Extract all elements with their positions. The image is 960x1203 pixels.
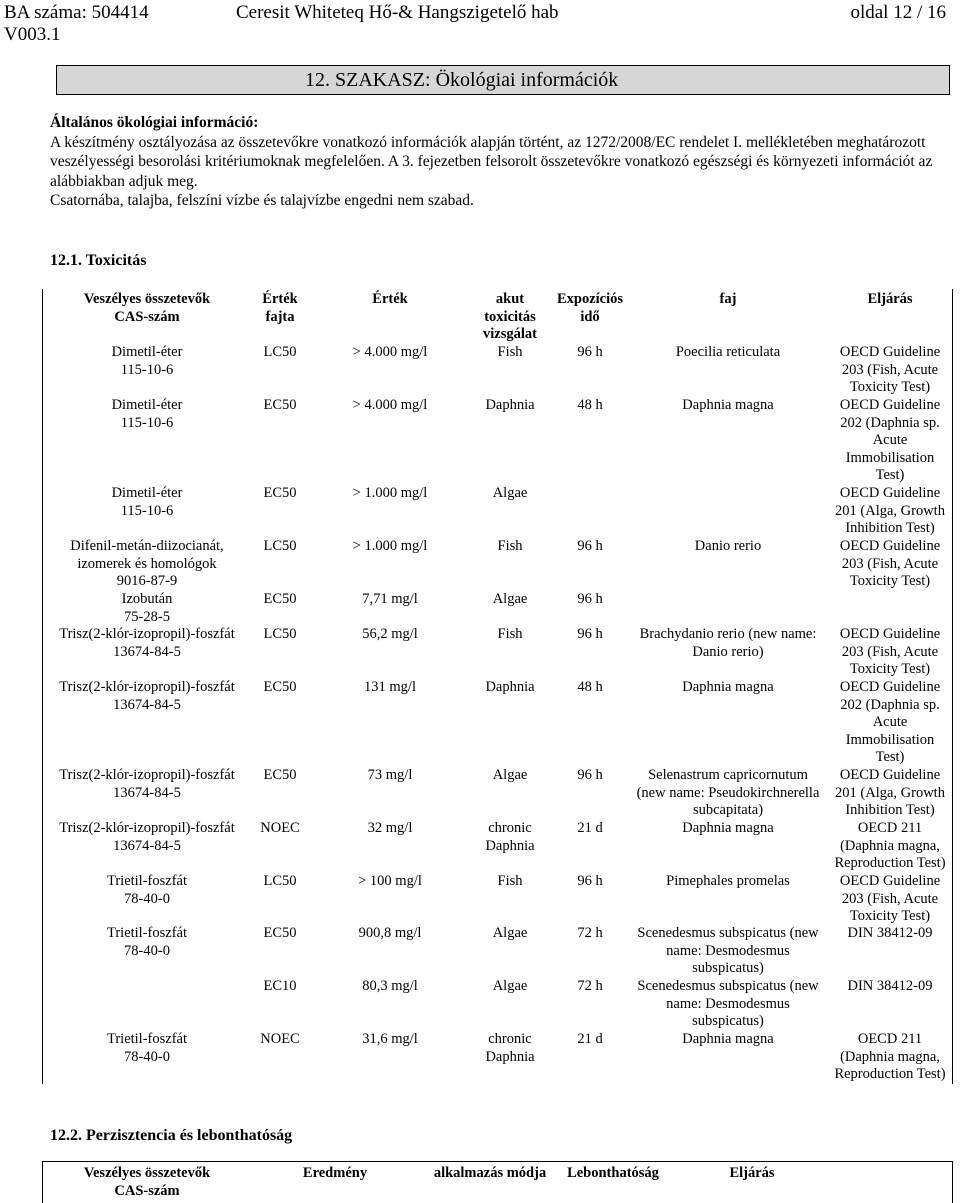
row-time: 96 h	[577, 591, 603, 607]
row-test: Algae	[492, 767, 528, 783]
section-title: 12. SZAKASZ: Ökológiai információk	[305, 69, 619, 91]
row-method: OECD Guideline 202 (Daphnia sp. Acute Immobilisation Test)	[839, 397, 941, 484]
row-test: Fish	[497, 538, 523, 554]
row-test: Algae	[492, 591, 528, 607]
table-border-right	[952, 289, 953, 1084]
header-method: Eljárás	[867, 291, 913, 307]
row-component: Trisz(2-klór-izopropil)-foszfát 13674-84-5	[59, 626, 235, 660]
row-component: Trietil-foszfát 78-40-0	[106, 873, 187, 907]
row-test: chronic Daphnia	[485, 820, 535, 854]
row-type: EC50	[263, 679, 297, 695]
row-component: Dimetil-éter 115-10-6	[111, 397, 183, 431]
row-value: 900,8 mg/l	[358, 925, 422, 941]
header-acute: akut toxicitás vizsgálat	[483, 291, 537, 343]
table-border-left	[42, 289, 43, 1084]
version: V003.1	[4, 24, 61, 45]
header-component: Veszélyes összetevők CAS-szám	[83, 291, 211, 325]
page-header	[0, 0, 960, 50]
row-component: Trietil-foszfát 78-40-0	[106, 1031, 187, 1065]
product-name: Ceresit Whiteteq Hő-& Hangszigetelő hab	[236, 2, 559, 23]
row-time: 96 h	[577, 626, 603, 642]
row-type: LC50	[263, 344, 297, 360]
persistence-title: 12.2. Perzisztencia és lebonthatóság	[50, 1127, 293, 1144]
row-time: 21 d	[577, 820, 603, 836]
row-test: Fish	[497, 873, 523, 889]
row-method: OECD 211 (Daphnia magna, Reproduction Test)	[834, 1031, 946, 1083]
row-time: 72 h	[577, 925, 603, 941]
row-time: 48 h	[577, 679, 603, 695]
row-value: > 1.000 mg/l	[352, 485, 428, 501]
row-component: Trisz(2-klór-izopropil)-foszfát 13674-84-5	[59, 679, 235, 713]
row-species: Scenedesmus subspicatus (new name: Desmodesmus subspicatus)	[637, 925, 819, 977]
header-value: Érték	[372, 291, 408, 307]
row-component: Dimetil-éter 115-10-6	[111, 485, 183, 519]
row-time: 96 h	[577, 344, 603, 360]
row-test: Algae	[492, 925, 528, 941]
ba-number: BA száma: 504414	[4, 2, 149, 23]
p-header-component: Veszélyes összetevők CAS-szám	[83, 1165, 211, 1199]
row-type: EC50	[263, 485, 297, 501]
page-number: oldal 12 / 16	[850, 2, 946, 23]
row-time: 72 h	[577, 978, 603, 994]
row-test: Algae	[492, 485, 528, 501]
row-component: Dimetil-éter 115-10-6	[111, 344, 183, 378]
row-value: 56,2 mg/l	[362, 626, 418, 642]
row-species: Scenedesmus subspicatus (new name: Desmodesmus subspicatus)	[637, 978, 819, 1030]
row-value: 32 mg/l	[367, 820, 413, 836]
row-species: Selenastrum capricornutum (new name: Pseudokirchnerella subcapitata)	[636, 767, 820, 819]
row-component: Difenil-metán-diizocianát, izomerek és homológok 9016-87-9	[70, 538, 224, 590]
row-species: Pimephales promelas	[666, 873, 790, 889]
row-method: OECD Guideline 202 (Daphnia sp. Acute Immobilisation Test)	[839, 679, 941, 766]
header-exposure: Expozíciós idő	[556, 291, 624, 325]
row-value: 80,3 mg/l	[362, 978, 418, 994]
row-value: 131 mg/l	[364, 679, 416, 695]
row-type: EC10	[263, 978, 297, 994]
p-header-method: Eljárás	[729, 1165, 775, 1181]
row-value: > 1.000 mg/l	[352, 538, 428, 554]
row-time: 96 h	[577, 873, 603, 889]
row-species: Daphnia magna	[682, 397, 774, 413]
row-type: EC50	[263, 397, 297, 413]
row-method: OECD Guideline 203 (Fish, Acute Toxicity Test)	[839, 626, 941, 678]
row-component: Trietil-foszfát 78-40-0	[106, 925, 187, 959]
row-value: > 100 mg/l	[358, 873, 422, 889]
p-header-degradability: Lebonthatóság	[567, 1165, 659, 1181]
row-method: DIN 38412-09	[847, 925, 933, 941]
row-test: Fish	[497, 344, 523, 360]
intro-paragraph-1: A készítmény osztályozása az összetevőkre vonatkozó információk alapján történt, az 1272/2008/EC rendelet I. mellékletében meghatározott veszélyességi besorolási kritériumoknak megfelelően. A 3. fejezetben felsorolt összetevőkre vonatkozó egészségi és környezeti információt az alábbiakban adjuk meg.	[50, 133, 933, 190]
row-type: LC50	[263, 538, 297, 554]
row-method: OECD 211 (Daphnia magna, Reproduction Test)	[834, 820, 946, 872]
row-component: Trisz(2-klór-izopropil)-foszfát 13674-84-5	[59, 767, 235, 801]
row-component: Izobután 75-28-5	[121, 591, 173, 625]
row-value: > 4.000 mg/l	[352, 344, 428, 360]
row-species: Brachydanio rerio (new name: Danio rerio)	[639, 626, 817, 660]
table2-border-right	[952, 1161, 953, 1203]
p-header-mode: alkalmazás módja	[433, 1165, 547, 1181]
row-time: 96 h	[577, 767, 603, 783]
row-method: OECD Guideline 203 (Fish, Acute Toxicity Test)	[839, 873, 941, 925]
row-type: LC50	[263, 873, 297, 889]
row-species: Daphnia magna	[682, 679, 774, 695]
intro	[50, 113, 950, 211]
row-type: EC50	[263, 767, 297, 783]
row-method: DIN 38412-09	[847, 978, 933, 994]
table2-border-left	[42, 1161, 43, 1203]
p-header-result: Eredmény	[302, 1165, 368, 1181]
row-type: NOEC	[260, 820, 300, 836]
row-species: Danio rerio	[694, 538, 762, 554]
row-value: 7,71 mg/l	[362, 591, 418, 607]
row-value: 73 mg/l	[367, 767, 413, 783]
header-species: faj	[719, 291, 737, 307]
intro-paragraph-2: Csatornába, talajba, felszíni vízbe és talajvízbe engedni nem szabad.	[50, 192, 474, 210]
table2-border-top	[42, 1161, 953, 1162]
row-time: 96 h	[577, 538, 603, 554]
row-species: Poecilia reticulata	[675, 344, 781, 360]
toxicity-title: 12.1. Toxicitás	[50, 252, 147, 269]
row-method: OECD Guideline 203 (Fish, Acute Toxicity Test)	[839, 344, 941, 396]
row-type: EC50	[263, 591, 297, 607]
row-time: 48 h	[577, 397, 603, 413]
row-test: Daphnia	[485, 679, 535, 695]
row-method: OECD Guideline 201 (Alga, Growth Inhibition Test)	[835, 485, 945, 537]
row-test: Algae	[492, 978, 528, 994]
row-method: OECD Guideline 201 (Alga, Growth Inhibition Test)	[835, 767, 945, 819]
row-method: OECD Guideline 203 (Fish, Acute Toxicity Test)	[839, 538, 941, 590]
row-species: Daphnia magna	[682, 1031, 774, 1047]
row-test: Fish	[497, 626, 523, 642]
row-type: EC50	[263, 925, 297, 941]
row-value: 31,6 mg/l	[362, 1031, 418, 1047]
row-species: Daphnia magna	[682, 820, 774, 836]
intro-subtitle: Általános ökológiai információ:	[50, 114, 259, 131]
row-type: LC50	[263, 626, 297, 642]
row-test: chronic Daphnia	[485, 1031, 535, 1065]
row-test: Daphnia	[485, 397, 535, 413]
row-value: > 4.000 mg/l	[352, 397, 428, 413]
row-time: 21 d	[577, 1031, 603, 1047]
header-value-type: Érték fajta	[262, 291, 298, 325]
row-component: Trisz(2-klór-izopropil)-foszfát 13674-84-5	[59, 820, 235, 854]
row-type: NOEC	[260, 1031, 300, 1047]
